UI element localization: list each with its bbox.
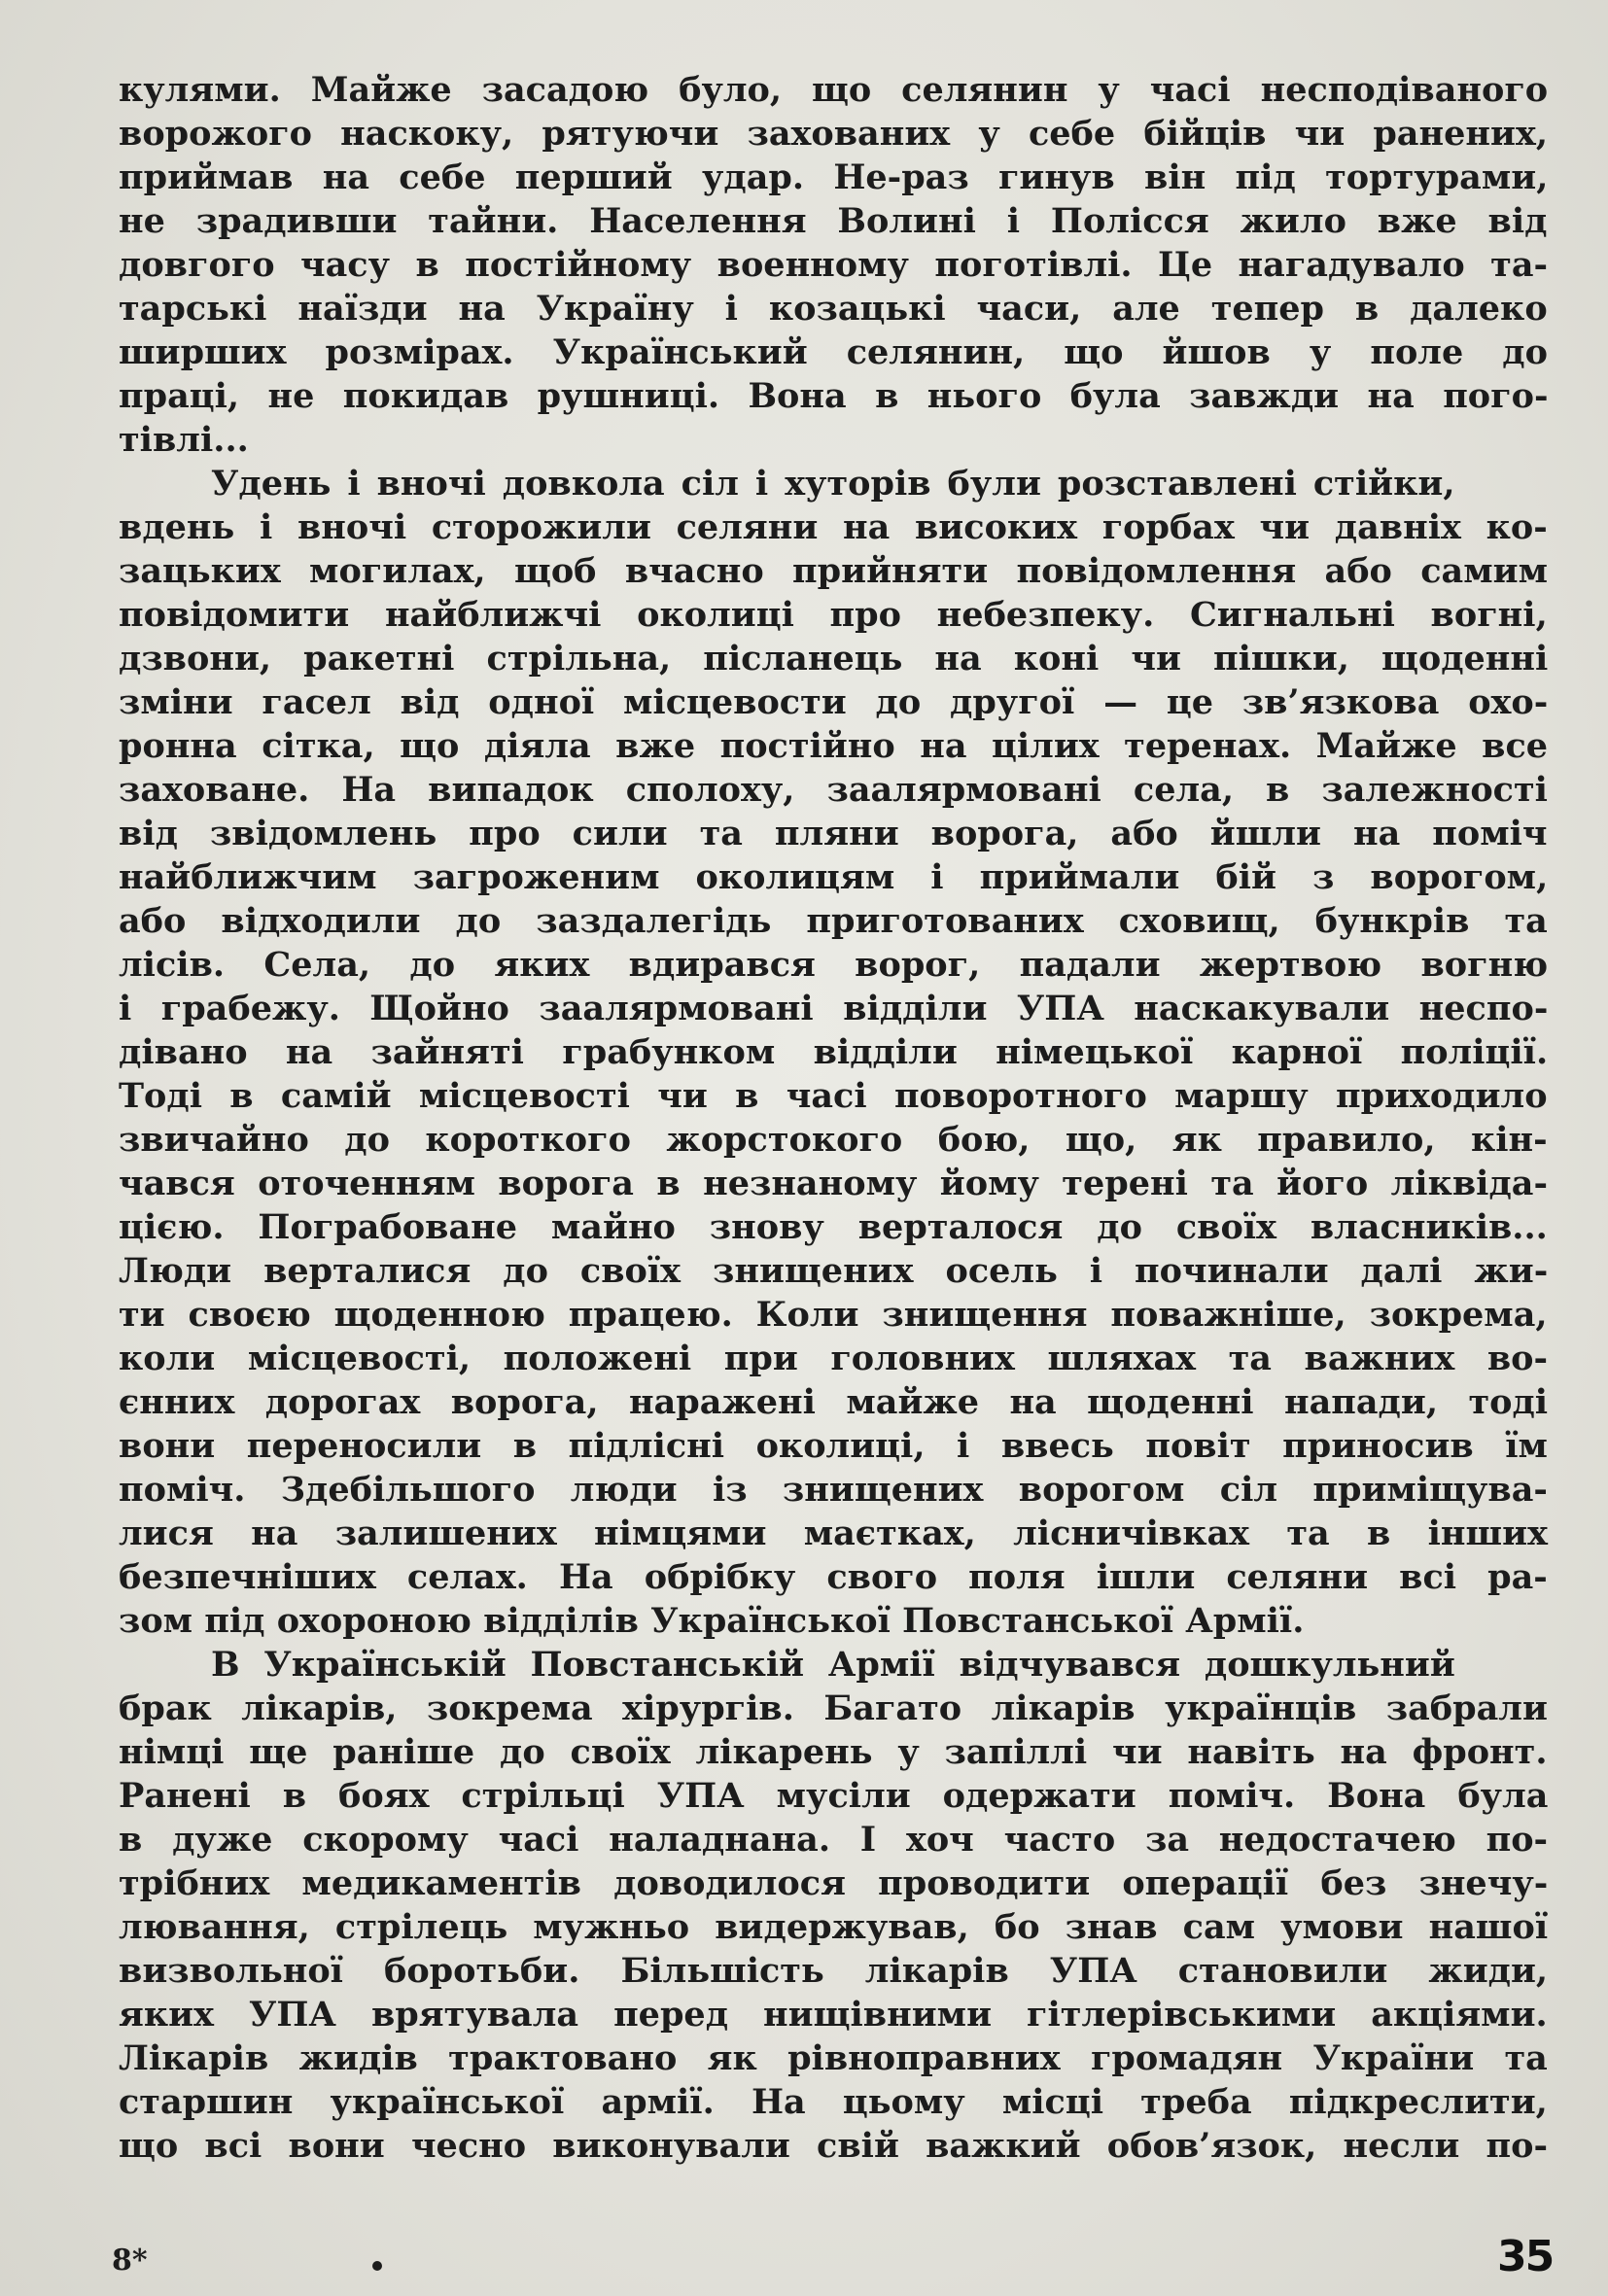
text-line: від звідомлень про сили та пляни ворога, або йшли на поміч [119,814,1548,853]
signature-mark: 8* [112,2244,148,2278]
text-line: цією. Пограбоване майно знову верталося до своїх власників... [119,1207,1548,1247]
body-text [119,68,1548,2168]
text-line: брак лікарів, зокрема хірургів. Багато лікарів українців забрали [119,1688,1548,1728]
text-line: кулями. Майже засадою було, що селянин у часі несподіваного [119,70,1549,110]
text-line: дівано на зайняті грабунком відділи німецької карної поліції. [119,1032,1549,1072]
text-line: Тоді в самій місцевості чи в часі поворотного маршу приходило [119,1076,1548,1116]
text-line: коли місцевості, положені при головних шляхах та важних во- [119,1339,1549,1378]
text-line: трібних медикаментів доводилося проводити операції без знечу- [119,1863,1549,1903]
paragraph [119,462,1548,1643]
text-line: тарські наїзди на Україну і козацькі часи, але тепер в далеко [119,289,1548,329]
footer-dot [372,2261,382,2271]
text-line: не зрадивши тайни. Населення Волині і Полісся жило вже від [119,201,1548,241]
text-line: що всі вони чесно виконували свій важкий обов’язок, несли по- [119,2126,1549,2166]
text-line: зом під охороною відділів Української Повстанської Армії. [119,1601,1305,1641]
text-line: дзвони, ракетні стрільна, післанець на коні чи пішки, щоденні [119,639,1549,678]
text-line: німці ще раніше до своїх лікарень у запіллі чи навіть на фронт. [119,1732,1548,1772]
text-line: заховане. На випадок сполоху, заалярмовані села, в залежності [119,770,1548,810]
text-line: в дуже скорому часі наладнана. І хоч часто за недостачею по- [119,1820,1549,1860]
text-line: і грабежу. Щойно заалярмовані відділи УПА наскакували неспо- [119,989,1549,1028]
paragraph [119,68,1548,462]
text-line: старшин української армії. На цьому місці треба підкреслити, [119,2082,1548,2122]
text-line: звичайно до короткого жорстокого бою, що, як правило, кін- [119,1120,1548,1160]
text-line: лісів. Села, до яких вдирався ворог, падали жертвою вогню [119,945,1549,985]
text-line: Ранені в боях стрільці УПА мусіли одержати поміч. Вона була [119,1776,1549,1816]
text-line: Лікарів жидів трактовано як рівноправних громадян України та [119,2038,1548,2078]
text-line: праці, не покидав рушниці. Вона в нього була завжди на пого- [119,376,1549,416]
text-line: ширших розмірах. Український селянин, що йшов у поле до [119,332,1548,372]
text-line: лювання, стрілець мужньо видержував, бо знав сам умови нашої [119,1907,1549,1947]
page-number: 35 [1497,2232,1554,2281]
text-line: В Українській Повстанській Армії відчувався дошкульний [211,1645,1455,1685]
text-line: ти своєю щоденною працею. Коли знищення поважніше, зокрема, [119,1295,1548,1335]
text-line: повідомити найближчі околиці про небезпеку. Сигнальні вогні, [119,595,1548,635]
text-line: вдень і вночі сторожили селяни на високих горбах чи давніх ко- [119,507,1548,547]
text-line: зміни гасел від одної місцевости до другої — це зв’язкова охо- [119,682,1549,722]
text-line: Удень і вночі довкола сіл і хуторів були розставлені стійки, [211,464,1455,504]
paragraph [119,1643,1548,2168]
text-line: ронна сітка, що діяла вже постійно на цілих теренах. Майже все [119,726,1549,766]
text-line: найближчим загроженим околицям і приймали бій з ворогом, [119,857,1549,897]
text-line: тівлі... [119,420,249,460]
text-line: Люди верталися до своїх знищених осель і починали далі жи- [119,1251,1549,1291]
text-line: безпечніших селах. На обрібку свого поля ішли селяни всі ра- [119,1557,1548,1597]
text-line: чався оточенням ворога в незнаному йому терені та його ліквіда- [119,1164,1548,1203]
text-line: зацьких могилах, щоб вчасно прийняти повідомлення або самим [119,551,1548,591]
text-line: єнних дорогах ворога, наражені майже на щоденні напади, тоді [119,1382,1549,1422]
text-line: довгого часу в постійному военному поготівлі. Це нагадувало та- [119,245,1549,285]
text-line: приймав на себе перший удар. Не-раз гинув він під тортурами, [119,157,1549,197]
text-line: або відходили до заздалегідь приготованих сховищ, бункрів та [119,901,1548,941]
text-line: поміч. Здебільшого люди із знищених ворогом сіл приміщува- [119,1470,1548,1510]
text-line: вони переносили в підлісні околиці, і ввесь повіт приносив їм [119,1426,1548,1466]
text-line: лися на залишених німцями маєтках, лісничівках та в інших [119,1513,1548,1553]
text-line: яких УПА врятувала перед нищівними гітлерівськими акціями. [119,1995,1548,2035]
text-line: визвольної боротьби. Більшість лікарів УПА становили жиди, [119,1951,1549,1991]
text-line: ворожого наскоку, рятуючи захованих у себе бійців чи ранених, [119,114,1548,154]
